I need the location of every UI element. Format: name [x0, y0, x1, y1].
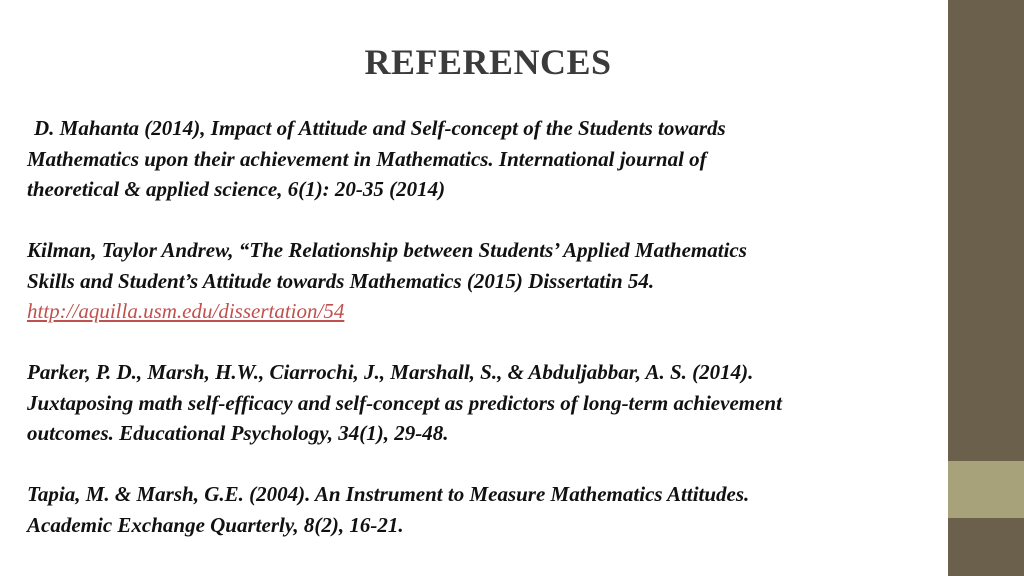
reference-item	[27, 479, 952, 540]
reference-item	[27, 235, 952, 327]
reference-link-line	[27, 296, 952, 327]
reference-line: D. Mahanta (2014), Impact of Attitude and Self-concept of the Students towards	[34, 116, 726, 140]
reference-item	[27, 113, 952, 205]
reference-line: Mathematics upon their achievement in Mathematics. International journal of	[27, 146, 707, 171]
reference-line: Skills and Student’s Attitude towards Mathematics (2015) Dissertatin 54.	[27, 268, 655, 293]
slide-title: REFERENCES	[364, 42, 612, 82]
dissertation-link[interactable]: http://aquilla.usm.edu/dissertation/54	[27, 299, 345, 323]
reference-line: Academic Exchange Quarterly, 8(2), 16-21.	[27, 512, 404, 537]
reference-line: Parker, P. D., Marsh, H.W., Ciarrochi, J., Marshall, S., & Abduljabbar, A. S. (2014).	[27, 360, 754, 384]
decorative-sidebar-accent	[948, 461, 1024, 518]
reference-line: Kilman, Taylor Andrew, “The Relationship between Students’ Applied Mathematics	[27, 238, 747, 262]
reference-line: theoretical & applied science, 6(1): 20-35 (2014)	[27, 177, 446, 201]
reference-item	[27, 357, 952, 449]
reference-line: outcomes. Educational Psychology, 34(1), 29-48.	[27, 421, 449, 445]
reference-line: Tapia, M. & Marsh, G.E. (2004). An Instrument to Measure Mathematics Attitudes.	[27, 482, 750, 506]
reference-line: Juxtaposing math self-efficacy and self-concept as predictors of long-term achievement	[27, 390, 782, 415]
references-list	[27, 113, 952, 571]
